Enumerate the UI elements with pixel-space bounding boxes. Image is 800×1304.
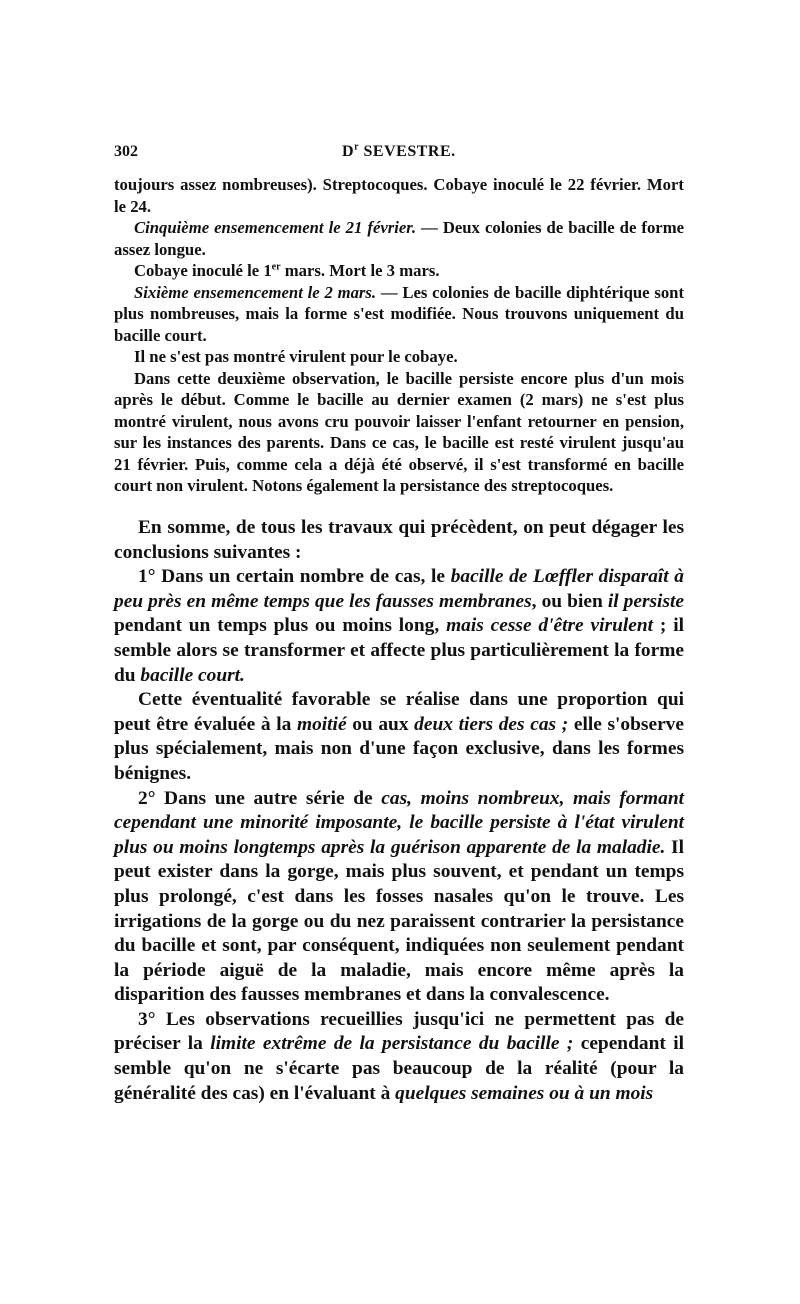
note-text: — Deux colonies de bacille de forme assez longue.: [114, 218, 685, 259]
conclusion-text: 1° Dans un certain nombre de cas, le: [138, 566, 451, 588]
note-text: mars. Mort le 3 mars.: [280, 261, 440, 280]
author-prefix-sup: r: [354, 141, 360, 153]
conclusion-text: elle s'observe plus spécialement, mais non d'une façon exclusive, dans les formes bénignes.: [114, 713, 684, 784]
conclusion-italic: limite extrême de la persistance du bacille ;: [210, 1033, 574, 1055]
note-paragraph: [114, 260, 684, 282]
conclusion-italic: il persiste: [607, 590, 684, 612]
conclusion-text: Il peut exister dans la gorge, mais plus souvent, et pendant un temps plus prolongé, c'est dans les fosses nasales qu'on le trouve. Les irrigations de la gorge ou du nez paraissent contrarier la persistance du bacille et sont, par conséquent, indiquées non seulement pendant la période aiguë de la maladie, mais encore même après la disparition des fausses membranes et dans la convalescence.: [114, 836, 684, 1006]
author-prefix: D: [342, 143, 355, 160]
conclusion-italic: cas, moins nombreux, mais formant cependant une minorité imposante, le bacille persiste à l'état virulent plus ou moins longtemps après la guérison apparente de la maladie.: [114, 787, 684, 858]
note-text: Cobaye inoculé le 1: [134, 261, 272, 280]
conclusion-text: , ou bien: [531, 590, 608, 612]
conclusion-italic: moitié: [297, 713, 347, 735]
note-paragraph: Dans cette deuxième observation, le bacille persiste encore plus d'un mois après le début. Comme le bacille au dernier examen (2 mars) ne s'est plus montré virulent, nous avons cru pouvoir laisser l'enfant retourner en pension, sur les instances des parents. Dans ce cas, le bacille est resté virulent jusqu'au 21 février. Puis, comme cela a déjà été observé, il s'est transformé en bacille court non virulent. Notons également la persistance des streptocoques.: [114, 368, 684, 495]
author-name: SEVESTRE.: [363, 143, 456, 160]
conclusion-3: [114, 1008, 684, 1106]
conclusion-text: ; il semble alors se transformer et affecte plus particulièrement la forme du: [114, 615, 684, 686]
conclusion-text: cependant il semble qu'on ne s'écarte pas beaucoup de la réalité (pour la généralité des cas) en l'évaluant à: [114, 1033, 684, 1104]
conclusion-text: ou aux: [346, 713, 415, 735]
conclusion-2: [114, 787, 684, 1008]
conclusion-text: 2° Dans une autre série de: [138, 787, 382, 809]
note-italic: Sixième ensemencement le 2 mars.: [134, 282, 377, 302]
conclusion-text: pendant un temps plus ou moins long,: [114, 615, 447, 637]
conclusion-text: Cette éventualité favorable se réalise dans une proportion qui peut être évaluée à la: [114, 689, 684, 735]
conclusion-italic: bacille court.: [140, 664, 245, 686]
conclusions-section: [114, 516, 684, 1106]
conclusion-text: 3° Les observations recueillies jusqu'ici ne permettent pas de préciser la: [114, 1008, 684, 1055]
conclusion-1-continued: [114, 688, 684, 786]
observation-notes: [114, 174, 684, 497]
conclusions-intro: En somme, de tous les travaux qui précèdent, on peut dégager les conclusions suivantes :: [114, 517, 684, 563]
note-text: — Les colonies de bacille diphtérique sont plus nombreuses, mais la forme s'est modifiée. Nous trouvons uniquement du bacille court.: [114, 282, 684, 345]
note-sup: er: [271, 261, 281, 273]
running-head: [342, 143, 456, 161]
conclusion-1: [114, 565, 684, 688]
conclusion-italic: quelques semaines ou à un mois: [395, 1082, 654, 1104]
page-number: 302: [114, 143, 138, 160]
conclusion-italic: deux tiers des cas ;: [414, 713, 569, 735]
note-italic: Cinquième ensemencement le 21 février.: [134, 218, 417, 237]
note-paragraph: [114, 217, 684, 260]
note-paragraph: toujours assez nombreuses). Streptocoques. Cobaye inoculé le 22 février. Mort le 24.: [114, 175, 684, 216]
note-paragraph: Il ne s'est pas montré virulent pour le cobaye.: [134, 347, 458, 366]
conclusion-italic: mais cesse d'être virulent: [446, 615, 654, 637]
note-paragraph: [114, 282, 684, 347]
page-header: [114, 143, 684, 167]
conclusion-italic: bacille de Lœffler disparaît à peu près en même temps que les fausses membranes: [114, 566, 684, 612]
